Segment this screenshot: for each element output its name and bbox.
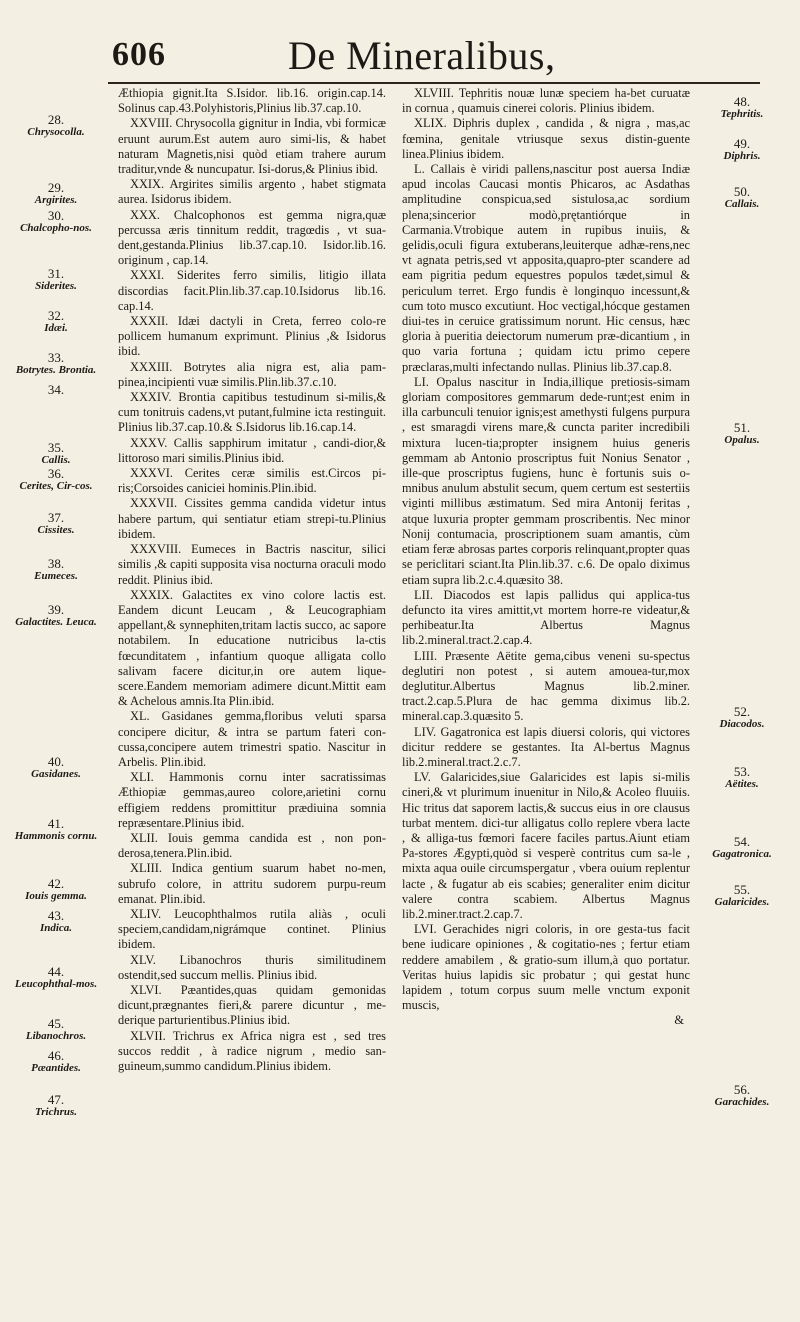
paragraph: XXIX. Argirites similis argento , habet stigmata aurea. Isidorus ibidem. (118, 177, 386, 207)
margin-note: 37. Cissites. (37, 510, 75, 536)
paragraph: XLIV. Leucophthalmos rutila aliàs , oculi speciem,candidam,nigrámque continet. Plinius ibidem. (118, 906, 386, 952)
paragraph: XLIII. Indica gentium suarum habet no-men, subrufo colore, in attritu sudorem purpu-reum emanat. Plin.ibid. (118, 861, 386, 906)
paragraph: XLI. Hammonis cornu inter sacratissimas Æthiopiæ gemmas,aureo colore,arietini cornu effigiem reddens promittitur prædiuina somnia repræsentare.Plinius ibid. (118, 770, 386, 830)
paragraph: XXXIV. Brontia capitibus testudinum si-milis,& cum tonitruis cadens,vt putant,fulmine icta restinguit. Plinius lib.37.cap.10.& S.Isidorus lib.16.cap.14. (118, 390, 386, 435)
margin-note: 36. Cerites, Cir-cos. (19, 466, 93, 492)
paragraph: LI. Opalus nascitur in India,illique pretiosis-simam gloriam compositores gemmarum dede-runt;est enim in illa carbunculi tenuior ignis;est amethysti fulgens purpura , est smaragdi virens mare,& cuncta pariter incredibili mixtura lucen-tia;propter insignem huius generis gemmam ab Antonio proscriptus fuit Nonius Senator , ille-que proscriptus fugiens, hunc è fortunis suis o-mnibus anulum abstulit secum, quem certum est sestertiis viginti millibus æstimatum. Sed mira Antonij feritas , atque luxuria propter gemmam proscribentis. Nec minor Nonij contumacia, proscriptionem suam amantis, cùm etiam feræ abrosas partes corporis relinquant,propter quas se periclitari sciant.Ita Plin.lib.37. c.6. De opalo diximus etiam supra lib.2.c.4.quæsito 38. (402, 374, 690, 587)
margin-note: 28. Chrysocolla. (27, 112, 85, 138)
margin-note: 29. Argirites. (34, 180, 78, 206)
paragraph: L. Callais è viridi pallens,nascitur post auersa Indiæ apud incolas Caucasi montis Phicaros, ac Asdathas amplitudine conspicua,sed sistulosa,ac sordium plena;sincerior modò,prętantiórque in Carmania.Vtrobique autem in rupibus inuiis, & gelidis,oculi figura extuberans,leuiterque adhæ-rens,nec vt agnata petris,sed vt apposita,quapro-pter scandere ad eam pigritia pedum equestres populos tædet,simul & periculum terret. Ergo fundis è longinquo incessunt,& cum toto musco excutiunt. Hoc vectigal,hócque gestamen diui-tes in ceruice gratissimum norunt. Hic census, hæc gloria à pueritia deiectorum numerum præ-dicantium , in quo varia fortuna ; quidam ictu primo cepere præclaras,multi infectando nullas. Plinius lib.37.cap.8. (402, 162, 690, 374)
paragraph: LV. Galaricides,siue Galaricides est lapis si-milis cineri,& vt plurimum inuenitur in Nilo,& Acoleo fluuiis. Hic tritus dat saporem lactis,& succus eius in ore clausus turbat mentem. dici-tur alligatus collo replere vbera lacte , & alliga-tus fœmori facere faciles partus.Aiunt etiam Pa-stores Ægypti,quòd si vesperè contritus cum sa-le , mixta aqua ouile circumspergatur , vbera ouium replentur lacte , & fugatur ab eis scabies; generaliter enim dicitur valere contra scabiem. Albertus Magnus lib.2.miner.tract.2.cap.7. (402, 770, 690, 921)
margin-note: 34. (47, 382, 65, 397)
paragraph: XXXIII. Botrytes alia nigra est, alia pam-pinea,incipienti vuæ similis.Plin.lib.37.c.10. (118, 359, 386, 389)
margin-note: 49. Diphris. (723, 136, 761, 162)
paragraph: XLVI. Pæantides,quas quidam gemonidas dicunt,prægnantes fieri,& parere dicuntur , me-derique parturientibus.Plinius ibid. (118, 982, 386, 1028)
margin-note: 38. Eumeces. (34, 556, 78, 582)
running-title: De Mineralibus, (288, 33, 556, 78)
paragraph: LII. Diacodos est lapis pallidus qui applica-tus defuncto ita vires amittit,vt mortem horre-re videatur,& perhibeatur.Ita Albertus Magnus lib.2.mineral.tract.2.cap.4. (402, 587, 690, 648)
margin-note: 56. Garachides. (714, 1082, 770, 1108)
paragraph: XXXII. Idæi dactyli in Creta, ferreo colo-re pollicem humanum exprimunt. Plinius ,& Isidorus ibid. (118, 314, 386, 359)
paragraph: XXXVII. Cissites gemma candida videtur intus habere partum, qui sentiatur etiam strepi-tu.Plinius ibidem. (118, 496, 386, 541)
margin-note: 52. Diacodos. (719, 704, 765, 730)
paragraph: XXVIII. Chrysocolla gignitur in India, vbi formicæ eruunt aurum.Est autem auro simi-lis, & habet naturam Magnetis,nisi quòd etiam trahere aurum traditur,vnde & nuncupatur. Isi-dorus,& Plinius ibid. (118, 116, 386, 177)
margin-note: 50. Callais. (724, 184, 760, 210)
paragraph: XXXIX. Galactites ex vino colore lactis est. Eandem dicunt Leucam , & Leucographiam appellant,& synnephiten,tritam lactis succo, ac sapore notabilem. In educatione nutricibus la-ctis fœcunditatem , infantium quoque alligata collo salivam facere dicitur,in ore autem lique-scere.Eandem memoriam adimere dicunt.Mittit eam & Achelous amnis.Ita Plin.ibid. (118, 587, 386, 709)
paragraph: XLII. Iouis gemma candida est , non pon-derosa,tenera.Plin.ibid. (118, 830, 386, 861)
margin-note: 51. Opalus. (724, 420, 760, 446)
margin-note: 30. Chalcopho-nos. (20, 208, 92, 234)
paragraph: LVI. Gerachides nigri coloris, in ore gesta-tus facit bene iudicare opiniones , & cogitatio-nes ; fertur etiam reddere amabilem , & gratio-sum illum,à quo portatur. Veritas huius lapidis sic probatur ; qui gestat hunc lapidem , totum corpus suum melle vnctum exponit muscis, (402, 922, 690, 1013)
margin-note: 46. Pæantides. (31, 1048, 81, 1074)
left-text-column (118, 86, 386, 1074)
margin-note: 54. Gagatronica. (712, 834, 772, 860)
paragraph: XLIX. Diphris duplex , candida , & nigra , mas,ac fœmina, genitale vtriusque sexus distin-guente linea.Plinius ibidem. (402, 116, 690, 161)
paragraph: XLVII. Trichrus ex Africa nigra est , sed tres succos reddit , à radice nigrum , medio san-guineum,summo candidum.Plinius ibidem. (118, 1028, 386, 1073)
paragraph: XLV. Libanochros thuris similitudinem ostendit,sed succum mellis. Plinius ibid. (118, 952, 386, 982)
page-number: 606 (112, 36, 166, 73)
paragraph: XXXV. Callis sapphirum imitatur , candi-dior,& littoroso mari similis.Plinius ibid. (118, 435, 386, 465)
margin-note: 48. Tephritis. (720, 94, 764, 120)
paragraph: XXX. Chalcophonos est gemma nigra,quæ percussa æris tinnitum reddit, tragœdis , vt sua-dent,gestanda.Plinius lib.37.cap.10. Isidor.lib.16. originum , cap.14. (118, 207, 386, 268)
margin-note: 47. Trichrus. (34, 1092, 78, 1118)
margin-note: 45. Libanochros. (25, 1016, 87, 1042)
margin-note: 33. Botrytes. Brontia. (15, 350, 97, 376)
margin-note: 53. Aëtites. (725, 764, 759, 790)
margin-note: 44. Leucophthal-mos. (14, 964, 98, 990)
margin-note: 41. Hammonis cornu. (14, 816, 98, 842)
margin-note: 43. Indica. (39, 908, 73, 934)
catchword: & (674, 1013, 684, 1028)
paragraph: XXXVIII. Eumeces in Bactris nascitur, silici similis ,& capiti supposita visa nocturna oraculi modo reddit. Plinius ibid. (118, 542, 386, 587)
paragraph: LIV. Gagatronica est lapis diuersi coloris, qui victores dicitur reddere se gestantes. Ita Al-bertus Magnus lib.2.mineral.tract.2.c.7. (402, 724, 690, 769)
margin-note: 40. Gasidanes. (31, 754, 81, 780)
right-text-column (402, 86, 690, 1029)
margin-note: 35. Callis. (41, 440, 71, 466)
page-header (108, 33, 760, 84)
margin-note: 32. Idæi. (44, 308, 68, 334)
paragraph: Æthiopia gignit.Ita S.Isidor. lib.16. origin.cap.14. Solinus cap.43.Polyhistoris,Plinius lib.37.cap.10. (118, 86, 386, 116)
paragraph: XL. Gasidanes gemma,floribus veluti sparsa concipere dicitur, & intra se partum fateri con-cussa,concipere autem trimestri spatio. Nascitur in Arbelis. Plin.ibid. (118, 709, 386, 769)
margin-note: 55. Galaricides. (714, 882, 770, 908)
paragraph: XXXI. Siderites ferro similis, litigio illata discordias facit.Plin.lib.37.cap.10.Isidorus lib.16. cap.14. (118, 268, 386, 313)
paragraph: LIII. Præsente Aëtite gema,cibus veneni su-spectus deglutiri non potest , si autem amouea-tur,mox deglutitur.Albertus Magnus lib.2.miner. tract.2.cap.5.Plura de hac gemma diximus lib.2. mineral.cap.3.quæsito 5. (402, 648, 690, 724)
paragraph: XXXVI. Cerites ceræ similis est.Circos pi-ris;Corsoides caniciei hominis.Plin.ibid. (118, 466, 386, 496)
margin-note: 39. Galactites. Leuca. (15, 602, 97, 628)
margin-note: 42. Iouis gemma. (25, 876, 87, 902)
paragraph: XLVIII. Tephritis nouæ lunæ speciem ha-bet curuatæ in cornua , quamuis cinerei coloris. Plinius ibidem. (402, 86, 690, 116)
margin-note: 31. Siderites. (35, 266, 77, 292)
